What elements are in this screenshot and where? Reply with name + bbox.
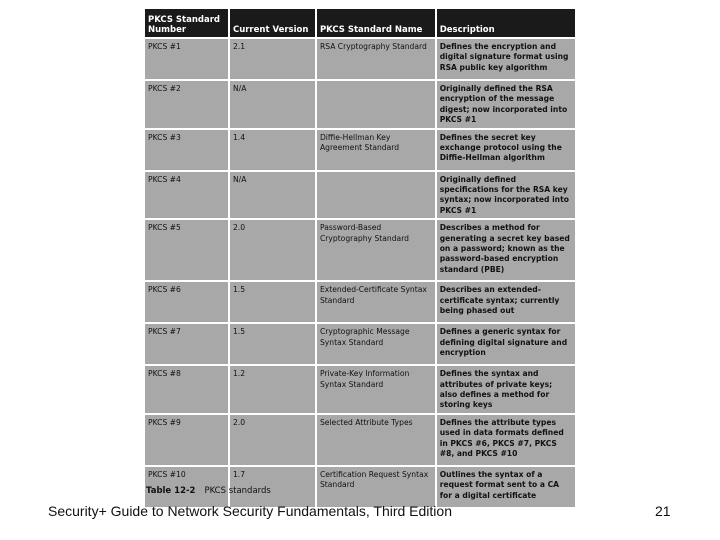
- table-row: [145, 366, 575, 413]
- cell-description: Originally defined specifications for the RSA key syntax; now incorporated into PKCS #1: [437, 172, 575, 219]
- cell-standard-number: PKCS #9: [145, 415, 228, 465]
- cell-current-version: 1.5: [230, 324, 315, 364]
- table-row: [145, 81, 575, 128]
- cell-standard-name: RSA Cryptography Standard: [317, 39, 435, 79]
- cell-current-version: 2.0: [230, 415, 315, 465]
- cell-standard-name: [317, 172, 435, 219]
- cell-standard-number: PKCS #7: [145, 324, 228, 364]
- cell-standard-number: PKCS #6: [145, 282, 228, 322]
- cell-current-version: N/A: [230, 81, 315, 128]
- table-header-row: [145, 9, 575, 37]
- cell-current-version: 1.4: [230, 130, 315, 170]
- cell-description: Defines the syntax and attributes of private keys; also defines a method for storing keys: [437, 366, 575, 413]
- cell-standard-number: PKCS #8: [145, 366, 228, 413]
- cell-standard-number: PKCS #5: [145, 220, 228, 280]
- cell-description: Describes a method for generating a secret key based on a password; known as the password-based encryption standard (PBE): [437, 220, 575, 280]
- cell-standard-number: PKCS #2: [145, 81, 228, 128]
- header-current-version: Current Version: [230, 9, 315, 37]
- pkcs-standards-table: [143, 7, 577, 509]
- cell-current-version: 1.2: [230, 366, 315, 413]
- cell-description: Defines the secret key exchange protocol using the Diffie-Hellman algorithm: [437, 130, 575, 170]
- cell-description: Originally defined the RSA encryption of the message digest; now incorporated into PKCS #1: [437, 81, 575, 128]
- cell-description: Defines a generic syntax for defining digital signature and encryption: [437, 324, 575, 364]
- cell-standard-name: Extended-Certificate Syntax Standard: [317, 282, 435, 322]
- cell-current-version: 1.7: [230, 467, 315, 507]
- table-row: [145, 415, 575, 465]
- table-row: [145, 282, 575, 322]
- cell-standard-number: PKCS #10: [145, 467, 228, 507]
- table-row: [145, 172, 575, 219]
- cell-description: Outlines the syntax of a request format sent to a CA for a digital certificate: [437, 467, 575, 507]
- table-row: [145, 130, 575, 170]
- cell-standard-name: Password-Based Cryptography Standard: [317, 220, 435, 280]
- cell-standard-name: Certification Request Syntax Standard: [317, 467, 435, 507]
- cell-current-version: 1.5: [230, 282, 315, 322]
- page-number: 21: [655, 503, 671, 519]
- cell-standard-number: PKCS #3: [145, 130, 228, 170]
- caption-number: Table 12-2: [146, 486, 196, 496]
- cell-standard-name: Diffie-Hellman Key Agreement Standard: [317, 130, 435, 170]
- cell-standard-name: Cryptographic Message Syntax Standard: [317, 324, 435, 364]
- footer-book-title: Security+ Guide to Network Security Fundamentals, Third Edition: [48, 503, 452, 519]
- header-standard-name: PKCS Standard Name: [317, 9, 435, 37]
- cell-description: Describes an extended-certificate syntax; currently being phased out: [437, 282, 575, 322]
- cell-current-version: 2.0: [230, 220, 315, 280]
- cell-standard-number: PKCS #4: [145, 172, 228, 219]
- table-caption: [146, 486, 271, 496]
- cell-description: Defines the encryption and digital signature format using RSA public key algorithm: [437, 39, 575, 79]
- table-row: [145, 324, 575, 364]
- cell-current-version: N/A: [230, 172, 315, 219]
- header-standard-number: PKCS Standard Number: [145, 9, 228, 37]
- caption-text: PKCS standards: [204, 486, 271, 496]
- table-row: [145, 220, 575, 280]
- cell-standard-name: Private-Key Information Syntax Standard: [317, 366, 435, 413]
- header-description: Description: [437, 9, 575, 37]
- table-row: [145, 39, 575, 79]
- table-body: [145, 39, 575, 507]
- cell-standard-number: PKCS #1: [145, 39, 228, 79]
- cell-standard-name: [317, 81, 435, 128]
- cell-description: Defines the attribute types used in data formats defined in PKCS #6, PKCS #7, PKCS #8, and PKCS #10: [437, 415, 575, 465]
- cell-current-version: 2.1: [230, 39, 315, 79]
- cell-standard-name: Selected Attribute Types: [317, 415, 435, 465]
